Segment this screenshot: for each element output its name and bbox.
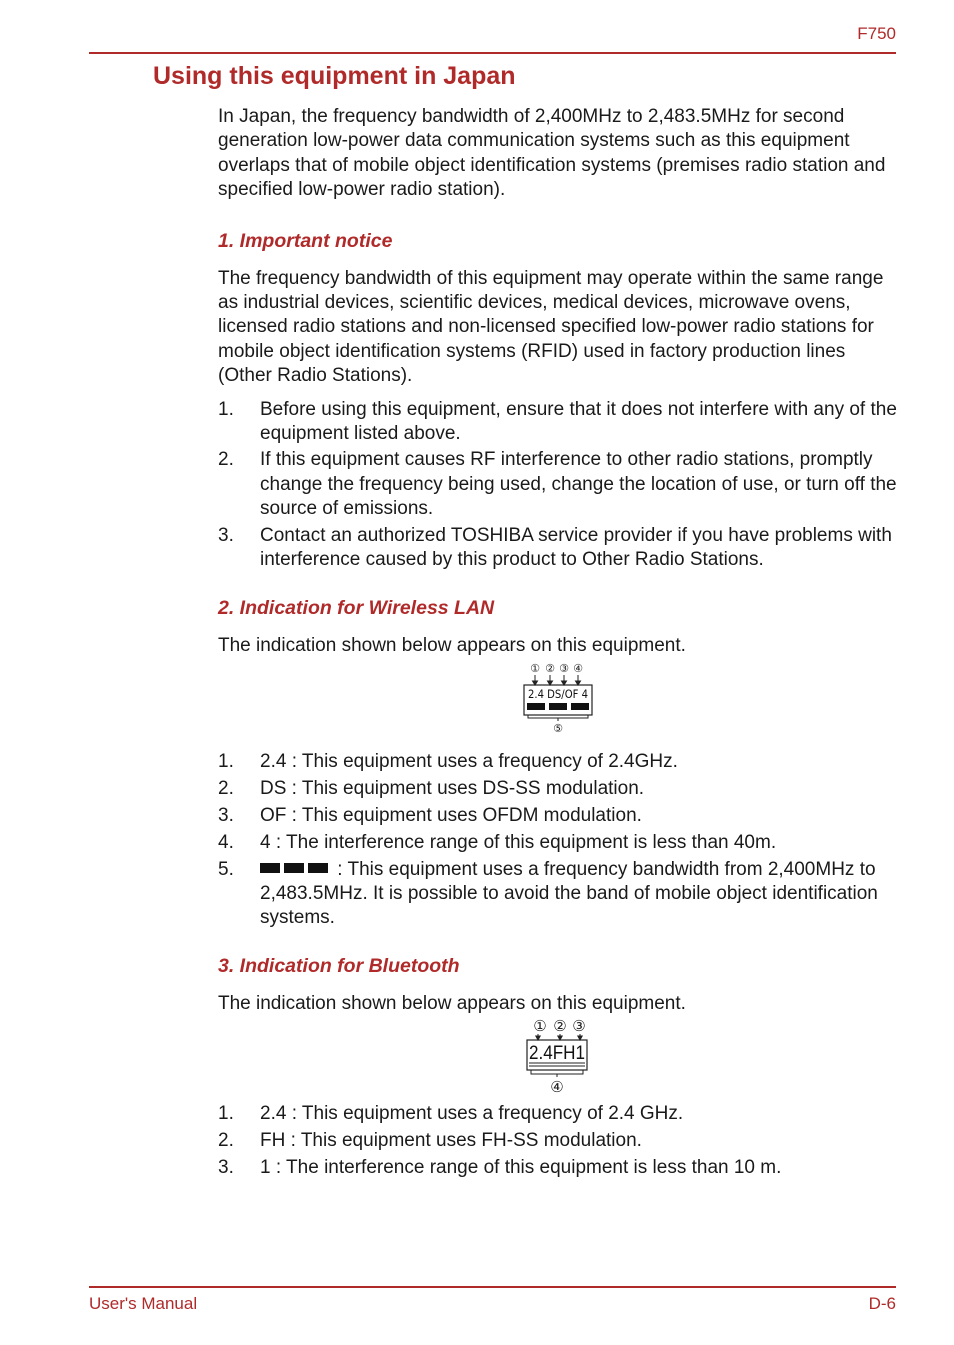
- bluetooth-intro: The indication shown below appears on this equipment.: [218, 992, 686, 1014]
- svg-text:④: ④: [573, 661, 583, 675]
- header-rule: [89, 52, 896, 54]
- list-item: 2. If this equipment causes RF interference to other radio stations, promptly change the frequency being used, change the location of use, or turn off the source of emissions.: [218, 449, 897, 520]
- list-item: 1. 2.4 : This equipment uses a frequency of 2.4GHz.: [218, 750, 678, 772]
- bluetooth-label: [523, 1016, 593, 1094]
- footer-manual-title: User's Manual: [89, 1294, 198, 1313]
- svg-text:①: ①: [533, 1017, 547, 1036]
- svg-text:④: ④: [550, 1078, 564, 1095]
- list-item: 2. DS : This equipment uses DS-SS modulation.: [218, 777, 645, 799]
- bluetooth-heading: 3. Indication for Bluetooth: [218, 954, 460, 977]
- band-indicator-icon: [260, 863, 328, 873]
- wireless-lan-heading: 2. Indication for Wireless LAN: [218, 596, 495, 619]
- list-item: 1. Before using this equipment, ensure that it does not interfere with any of the equipment listed above.: [218, 398, 897, 445]
- svg-text:③: ③: [572, 1017, 586, 1036]
- svg-text:2.4FH1: 2.4FH1: [529, 1043, 585, 1065]
- section-title: Using this equipment in Japan: [153, 62, 516, 90]
- page-content: [218, 105, 898, 1180]
- footer-rule: [89, 1286, 896, 1288]
- page-number: D-6: [868, 1294, 896, 1313]
- wireless-lan-label: [518, 660, 598, 736]
- list-item: 5. : This equipment uses a frequency bandwidth from 2,400MHz to 2,483.5MHz. It is possible to avoid the band of mobile object identification systems.: [218, 858, 878, 929]
- svg-text:⑤: ⑤: [553, 721, 563, 735]
- notice-paragraph: The frequency bandwidth of this equipment may operate within the same range as industrial devices, scientific devices, medical devices, microwave ovens, licensed radio stations and non-licensed specified low-power radio stations for mobile object identification systems (RFID) used in factory production lines (Other Radio Stations).: [218, 267, 884, 387]
- header-model: F750: [857, 24, 896, 43]
- bluetooth-label-figure: [218, 1016, 898, 1094]
- important-notice-heading: 1. Important notice: [218, 229, 393, 252]
- wireless-lan-list: [218, 750, 898, 931]
- list-item: 1. 2.4 : This equipment uses a frequency of 2.4 GHz.: [218, 1103, 684, 1125]
- bluetooth-list: [218, 1102, 898, 1180]
- list-item: 3. 1 : The interference range of this equipment is less than 10 m.: [218, 1156, 782, 1178]
- list-item: 3. Contact an authorized TOSHIBA service provider if you have problems with interference caused by this product to Other Radio Stations.: [218, 524, 892, 571]
- list-item: 2. FH : This equipment uses FH-SS modulation.: [218, 1130, 642, 1152]
- svg-text:③: ③: [559, 661, 569, 675]
- svg-text:②: ②: [545, 661, 555, 675]
- svg-text:①: ①: [530, 661, 540, 675]
- notice-list: [218, 398, 898, 573]
- list-item: 4. 4 : The interference range of this equipment is less than 40m.: [218, 831, 777, 853]
- wireless-lan-intro: The indication shown below appears on this equipment.: [218, 634, 686, 656]
- svg-text:2.4 DS/OF 4: 2.4 DS/OF 4: [528, 686, 588, 701]
- svg-text:②: ②: [553, 1017, 567, 1036]
- wireless-lan-label-figure: [218, 660, 898, 736]
- intro-paragraph: In Japan, the frequency bandwidth of 2,400MHz to 2,483.5MHz for second generation low-power data communication systems such as this equipment overlaps that of mobile object identification systems (premises radio station and specified low-power radio station).: [218, 106, 886, 201]
- list-item: 3. OF : This equipment uses OFDM modulation.: [218, 804, 642, 826]
